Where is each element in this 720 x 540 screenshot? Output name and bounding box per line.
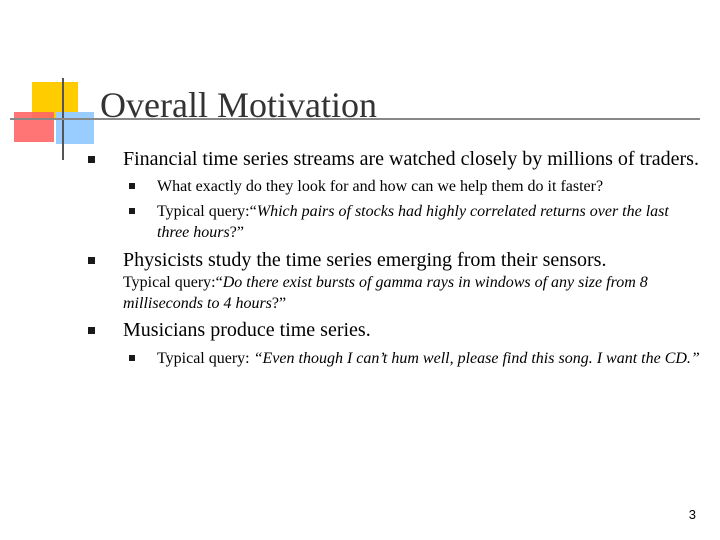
square-bullet-icon: [88, 257, 95, 264]
square-bullet-icon: [129, 183, 135, 189]
query-prefix: Typical query:“: [123, 274, 223, 291]
bullet-text: Financial time series streams are watched closely by millions of traders.: [123, 148, 699, 170]
sub-bullet-what: [129, 176, 699, 197]
query-text: Do there exist bursts of gamma rays in windows of any size from 8 milliseconds to 4 hours: [123, 274, 648, 312]
page-number: 3: [688, 507, 696, 522]
query-prefix: Typical query:: [157, 350, 254, 367]
square-bullet-icon: [129, 355, 135, 361]
logo-red-square: [14, 112, 54, 142]
square-bullet-icon: [88, 156, 95, 163]
sub-bullet-text: [157, 348, 700, 369]
sub-bullet-text: What exactly do they look for and how can we help them do it faster?: [157, 178, 604, 195]
bullet-musicians: [88, 318, 708, 342]
query-text: Which pairs of stocks had highly correlated returns over the last three hours: [157, 203, 669, 241]
sub-bullet-typical-query-stocks: [129, 201, 699, 243]
square-bullet-icon: [129, 208, 135, 214]
bullet-financial: [88, 147, 708, 171]
query-text: “Even though I can’t hum well, please find this song. I want the CD.”: [253, 350, 700, 367]
slide-title: Overall Motivation: [100, 85, 377, 125]
bullet-text: Physicists study the time series emerging from their sensors.: [123, 249, 607, 271]
sub-bullet-text: [157, 201, 699, 243]
square-bullet-icon: [88, 327, 95, 334]
bullet-text: Musicians produce time series.: [123, 319, 371, 341]
query-suffix: ?”: [271, 295, 287, 312]
query-suffix: ?”: [229, 224, 244, 241]
bullet-physicists: [88, 248, 708, 272]
sub-bullet-typical-query-song: [129, 348, 704, 369]
query-prefix: Typical query:“: [157, 203, 257, 220]
physicists-query-note: [123, 272, 693, 314]
